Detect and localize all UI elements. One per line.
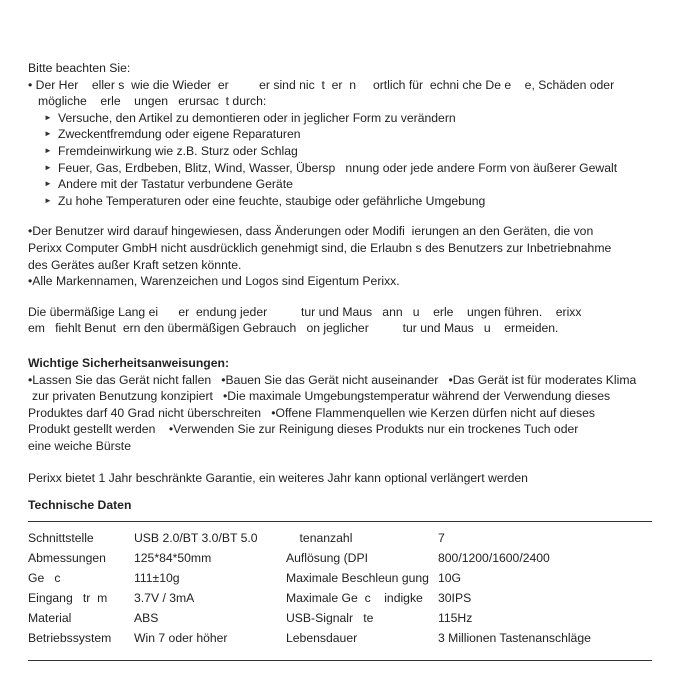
tech-section [28, 497, 658, 661]
arrow-bullet-icon: ► [44, 145, 52, 155]
list-item: ► Andere mit der Tastatur verbundene Geräte [44, 177, 293, 192]
spec-value: 10G [438, 571, 462, 586]
tech-table [28, 528, 652, 648]
spec-label: Eingang tr m [28, 591, 108, 606]
table-row [28, 608, 652, 628]
spec-value: 3 Millionen Tastenanschläge [438, 631, 591, 646]
list-item: ► Zweckentfremdung oder eigene Reparaturen [44, 127, 301, 142]
notice-bullet-line1: • Der Her eller s wie die Wieder er er sind nic t er n ortlich für echni che De e e, Schäden oder [28, 77, 615, 92]
warranty-text: Perixx bietet 1 Jahr beschränkte Garantie, ein weiteres Jahr kann optional verlängert werden [28, 471, 528, 486]
spec-value: 125*84*50mm [134, 551, 212, 566]
notice-list [28, 110, 658, 210]
spec-value: 7 [438, 531, 445, 546]
table-row [28, 568, 652, 588]
arrow-bullet-icon: ► [44, 162, 52, 172]
arrow-bullet-icon: ► [44, 112, 52, 122]
spec-label: tenanzahl [286, 531, 353, 546]
spec-label: Schnittstelle [28, 531, 94, 546]
spec-value: Win 7 oder höher [134, 631, 228, 646]
list-item: ► Zu hohe Temperaturen oder eine feuchte, staubige oder gefährliche Umgebung [44, 193, 486, 208]
safety-line4: Produkt gestellt werden •Verwenden Sie zur Reinigung dieses Produkts nur ein trockenes Tuch oder [28, 422, 579, 437]
spec-label: Maximale Ge c indigke [286, 591, 423, 606]
spec-value: 115Hz [438, 611, 473, 626]
safety-title: Wichtige Sicherheitsanweisungen: [28, 355, 230, 370]
usage-section [28, 304, 658, 337]
modification-section [28, 223, 658, 289]
modification-line2: Perixx Computer GmbH nicht ausdrücklich genehmigt sind, die Erlaubn s des Benutzers zur Inbetriebnahme [28, 240, 612, 255]
table-row [28, 528, 652, 548]
usage-line2: em fiehlt Benut ern den übermäßigen Gebrauch on jeglicher tur und Maus u ermeiden. [28, 321, 559, 336]
trademark-line: •Alle Markennamen, Warenzeichen und Logos sind Eigentum Perixx. [28, 274, 400, 289]
spec-label: Lebensdauer [286, 631, 358, 646]
list-item: ► Versuche, den Artikel zu demontieren oder in jeglicher Form zu verändern [44, 110, 456, 125]
arrow-bullet-icon: ► [44, 179, 52, 189]
warranty-section [28, 470, 658, 487]
spec-value: 3.7V / 3mA [134, 591, 195, 606]
notice-section [28, 60, 658, 209]
spec-value: ABS [134, 611, 159, 626]
notice-bullet-line2: mögliche erle ungen erursac t durch: [38, 94, 267, 109]
list-item: ► Feuer, Gas, Erdbeben, Blitz, Wind, Wasser, Übersp nnung oder jede andere Form von äußerer Gewalt [44, 160, 618, 175]
spec-label: Ge c [28, 571, 61, 586]
safety-line2: zur privaten Benutzung konzipiert •Die maximale Umgebungstemperatur während der Verwendung dieses [32, 389, 611, 404]
safety-section [28, 355, 658, 455]
manual-page [28, 60, 658, 661]
modification-line1: •Der Benutzer wird darauf hingewiesen, dass Änderungen oder Modifi ierungen an den Geräten, die von [28, 224, 594, 239]
spec-value: 30IPS [438, 591, 472, 606]
tech-title: Technische Daten [28, 498, 132, 513]
spec-label: Abmessungen [28, 551, 106, 566]
spec-value: 800/1200/1600/2400 [438, 551, 550, 566]
notice-heading: Bitte beachten Sie: [28, 61, 131, 75]
spec-label: Material [28, 611, 72, 626]
safety-line3: Produktes darf 40 Grad nicht überschreiten •Offene Flammenquellen wie Kerzen dürfen nicht auf dieses [28, 405, 596, 420]
safety-line1: •Lassen Sie das Gerät nicht fallen •Bauen Sie das Gerät nicht auseinander •Das Gerät ist für moderates Klima [28, 372, 637, 387]
spec-value: USB 2.0/BT 3.0/BT 5.0 [134, 531, 258, 546]
spec-label: Betriebssystem [28, 631, 112, 646]
arrow-bullet-icon: ► [44, 195, 52, 205]
spec-label: Auflösung (DPI [286, 551, 368, 566]
table-bottom-rule [28, 660, 652, 661]
usage-line1: Die übermäßige Lang ei er endung jeder tur und Maus ann u erle ungen führen. erixx [28, 304, 582, 319]
table-row [28, 628, 652, 648]
spec-label: Maximale Beschleun gung [286, 571, 429, 586]
spec-label: USB-Signalr te [286, 611, 374, 626]
spec-value: 111±10g [134, 571, 180, 586]
safety-line5: eine weiche Bürste [28, 438, 131, 453]
table-row [28, 548, 652, 568]
list-item: ► Fremdeinwirkung wie z.B. Sturz oder Schlag [44, 143, 298, 158]
arrow-bullet-icon: ► [44, 129, 52, 139]
modification-line3: des Gerätes außer Kraft setzen könnte. [28, 257, 242, 272]
table-row [28, 588, 652, 608]
table-top-rule [28, 521, 652, 522]
